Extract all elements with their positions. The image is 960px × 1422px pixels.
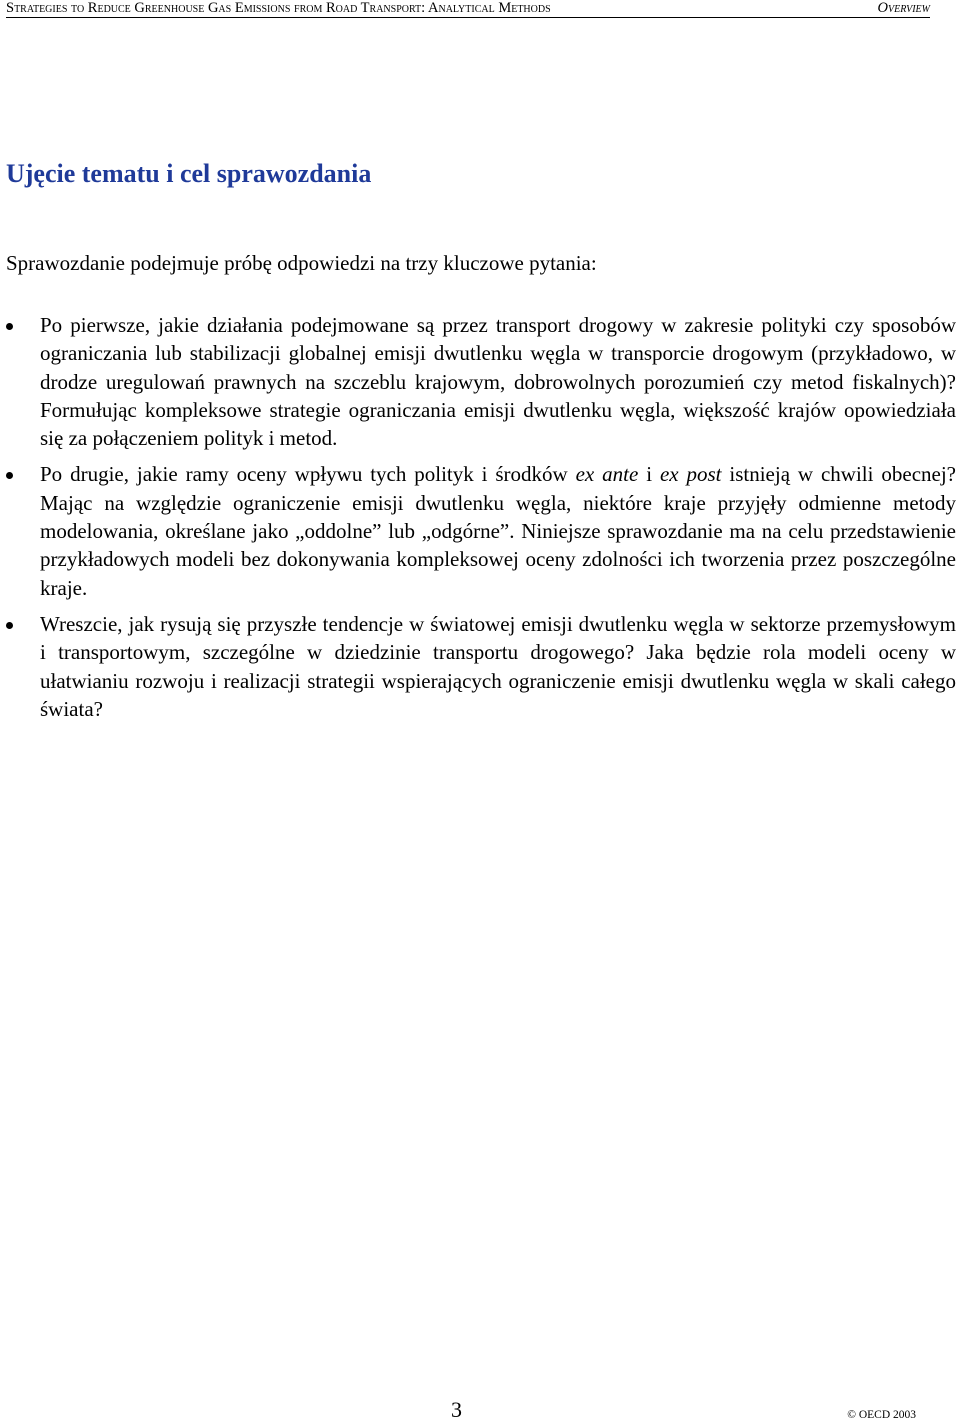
question-item-1 [0,311,956,452]
question-item-2 [0,460,956,601]
section-label: Overview [877,0,930,16]
running-title: Strategies to Reduce Greenhouse Gas Emissions from Road Transport: Analytical Methods [6,0,551,16]
question-text-2-start: Po drugie, jakie ramy oceny wpływu tych polityk i środków [40,462,576,487]
question-text-2-middle: i [638,462,660,487]
question-text-1: Po pierwsze, jakie działania podejmowane są przez transport drogowy w zakresie polityki czy sposobów ograniczania lub stabilizacji globalnej emisji dwutlenku węgla w transporcie drogowym (przykładowo, w drodze uregulowań prawnych na szczeblu krajowym, dobrowolnych porozumień czy metod fiskalnych)? Formułując kompleksowe strategie ograniczania emisji dwutlenku węgla, większość krajów opowiedziała się za połączeniem polityk i metod. [40,313,956,451]
term-ex-post: ex post [659,462,722,487]
copyright-notice: © OECD 2003 [847,1409,916,1421]
running-header [6,0,930,18]
question-text-3: Wreszcie, jak rysują się przyszłe tendencje w światowej emisji dwutlenku węgla w sektorze przemysłowym i transportowym, szczególne w dziedzinie transportu drogowego? Jaka będzie rola modeli oceny w ułatwianiu rozwoju i realizacji strategii wspierających ograniczenie emisji dwutlenku węgla w skali całego świata? [40,611,956,721]
question-item-3 [0,610,956,723]
term-ex-ante: ex ante [575,462,639,487]
question-text-2-end: istnieją w chwili obecnej? Mając na względzie ograniczenie emisji dwutlenku węgla, niektóre kraje przyjęły odmienne metody modelowania, określane jako „oddolne” lub „odgórne”. Niniejsze sprawozdanie ma na celu przedstawienie przykładowych modeli bez dokonywania kompleksowej oceny zdolności ich tworzenia przez poszczególne kraje. [40,462,956,600]
bullet-icon [6,622,13,629]
question-list [0,311,956,731]
page-number: 3 [451,1397,462,1422]
bullet-icon [6,472,13,479]
section-heading: Ujęcie tematu i cel sprawozdania [6,159,372,188]
intro-paragraph: Sprawozdanie podejmuje próbę odpowiedzi na trzy kluczowe pytania: [6,251,597,275]
bullet-icon [6,323,13,330]
